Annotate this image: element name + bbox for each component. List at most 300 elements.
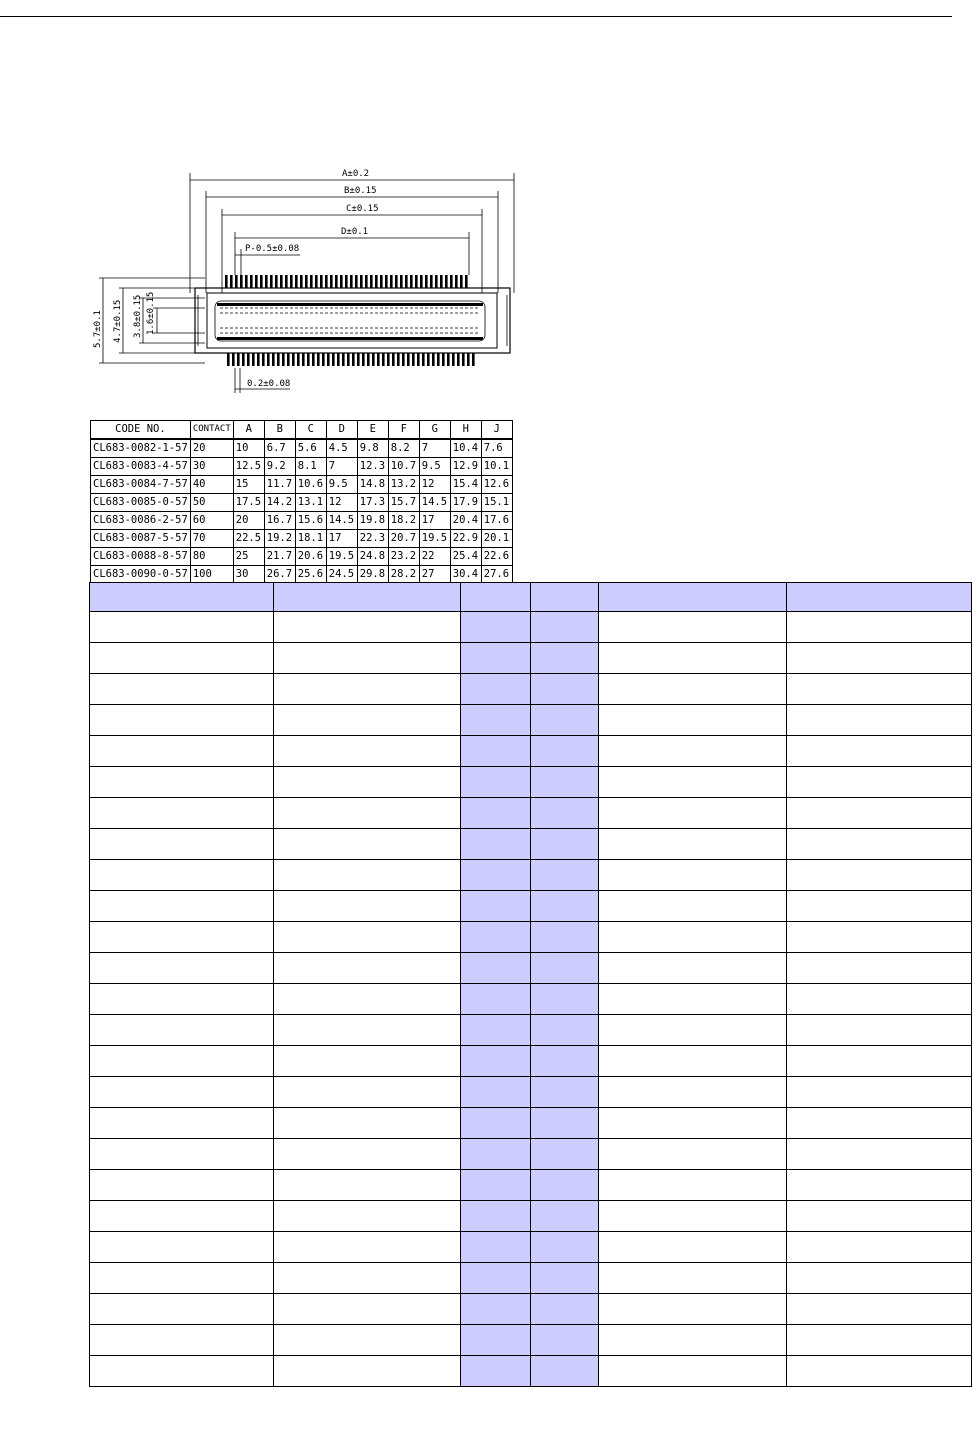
grid-cell: [461, 922, 531, 953]
grid-cell: [461, 674, 531, 705]
spec-cell-value: 5.6: [295, 439, 326, 458]
grid-cell: [90, 674, 274, 705]
grid-cell: [787, 1139, 972, 1170]
spec-cell-value: 14.8: [357, 476, 388, 494]
grid-cell: [274, 1232, 461, 1263]
grid-cell: [531, 891, 599, 922]
spec-cell-value: 28.2: [388, 566, 419, 584]
grid-cell: [787, 643, 972, 674]
grid-cell: [274, 612, 461, 643]
spec-cell-value: 24.8: [357, 548, 388, 566]
grid-cell: [787, 674, 972, 705]
grid-cell: [274, 1108, 461, 1139]
grid-cell: [461, 891, 531, 922]
grid-cell: [531, 1015, 599, 1046]
spec-cell-value: 9.2: [264, 458, 295, 476]
grid-cell: [90, 1232, 274, 1263]
grid-cell: [787, 767, 972, 798]
spec-cell-code: CL683-0085-0-57: [91, 494, 191, 512]
dim-label-b: B±0.15: [344, 186, 377, 196]
spec-cell-value: 70: [190, 530, 233, 548]
spec-cell-value: 19.2: [264, 530, 295, 548]
spec-cell-value: 19.5: [419, 530, 450, 548]
spec-header-code: CODE NO.: [91, 421, 191, 440]
dim-label-a: A±0.2: [342, 169, 370, 179]
grid-cell: [274, 891, 461, 922]
spec-cell-value: 19.5: [326, 548, 357, 566]
spec-cell-value: 20.6: [295, 548, 326, 566]
spec-table-row: [91, 458, 513, 476]
grid-cell: [787, 798, 972, 829]
grid-cell: [599, 583, 787, 612]
grid-cell: [531, 1170, 599, 1201]
spec-cell-value: 14.5: [326, 512, 357, 530]
grid-cell: [461, 1201, 531, 1232]
grid-cell: [599, 953, 787, 984]
spec-cell-value: 7.6: [481, 439, 512, 458]
grid-row: [90, 1356, 972, 1387]
spec-cell-value: 13.1: [295, 494, 326, 512]
grid-cell: [531, 1263, 599, 1294]
dim-label-d: D±0.1: [341, 227, 369, 237]
spec-header-d: D: [326, 421, 357, 440]
spec-header-e: E: [357, 421, 388, 440]
spec-cell-code: CL683-0090-0-57: [91, 566, 191, 584]
grid-cell: [90, 829, 274, 860]
grid-cell: [90, 1356, 274, 1387]
spec-cell-value: 22.9: [450, 530, 481, 548]
spec-cell-value: 8.2: [388, 439, 419, 458]
spec-cell-code: CL683-0083-4-57: [91, 458, 191, 476]
spec-header-a: A: [233, 421, 264, 440]
grid-row: [90, 674, 972, 705]
spec-header-b: B: [264, 421, 295, 440]
grid-cell: [531, 829, 599, 860]
spec-cell-value: 10: [233, 439, 264, 458]
grid-cell: [599, 829, 787, 860]
grid-cell: [531, 922, 599, 953]
grid-cell: [90, 1263, 274, 1294]
grid-cell: [90, 798, 274, 829]
grid-cell: [461, 1139, 531, 1170]
grid-cell: [531, 583, 599, 612]
spec-cell-value: 17.3: [357, 494, 388, 512]
grid-row: [90, 1263, 972, 1294]
spec-cell-code: CL683-0084-7-57: [91, 476, 191, 494]
grid-row: [90, 829, 972, 860]
grid-cell: [461, 1325, 531, 1356]
spec-cell-value: 9.8: [357, 439, 388, 458]
grid-cell: [787, 1263, 972, 1294]
grid-cell: [599, 674, 787, 705]
blank-grid-table: [89, 582, 972, 1387]
spec-cell-value: 20.1: [481, 530, 512, 548]
grid-cell: [274, 643, 461, 674]
grid-row: [90, 1139, 972, 1170]
grid-cell: [90, 1325, 274, 1356]
grid-cell: [461, 612, 531, 643]
dim-label-height-mid: 4.7±0.15: [113, 299, 123, 343]
grid-cell: [274, 1356, 461, 1387]
spec-cell-value: 12: [326, 494, 357, 512]
grid-cell: [787, 705, 972, 736]
grid-cell: [274, 1294, 461, 1325]
spec-header-f: F: [388, 421, 419, 440]
grid-cell: [531, 612, 599, 643]
grid-cell: [90, 705, 274, 736]
grid-cell: [274, 674, 461, 705]
grid-cell: [274, 767, 461, 798]
grid-cell: [787, 1294, 972, 1325]
spec-cell-value: 12.5: [233, 458, 264, 476]
grid-cell: [461, 705, 531, 736]
grid-row: [90, 984, 972, 1015]
grid-cell: [531, 953, 599, 984]
spec-table-row: [91, 439, 513, 458]
spec-cell-value: 17: [326, 530, 357, 548]
grid-cell: [274, 705, 461, 736]
dim-label-bottom: 0.2±0.08: [247, 379, 291, 389]
spec-header-j: J: [481, 421, 512, 440]
grid-cell: [599, 984, 787, 1015]
blank-grid-body: [90, 583, 972, 1387]
grid-cell: [599, 1139, 787, 1170]
grid-cell: [274, 922, 461, 953]
grid-cell: [274, 860, 461, 891]
spec-cell-value: 27.6: [481, 566, 512, 584]
spec-cell-value: 8.1: [295, 458, 326, 476]
grid-row: [90, 767, 972, 798]
spec-table-row: [91, 566, 513, 584]
grid-cell: [274, 1201, 461, 1232]
spec-cell-value: 30: [233, 566, 264, 584]
dim-label-height-inner: 3.8±0.15: [133, 294, 143, 338]
grid-cell: [461, 1015, 531, 1046]
grid-row: [90, 922, 972, 953]
grid-cell: [90, 953, 274, 984]
grid-cell: [599, 705, 787, 736]
spec-cell-value: 18.1: [295, 530, 326, 548]
grid-cell: [461, 860, 531, 891]
grid-row: [90, 643, 972, 674]
spec-cell-value: 25.4: [450, 548, 481, 566]
grid-cell: [531, 1325, 599, 1356]
grid-cell: [461, 767, 531, 798]
grid-cell: [787, 829, 972, 860]
grid-cell: [274, 1139, 461, 1170]
spec-cell-value: 9.5: [326, 476, 357, 494]
grid-row: [90, 1170, 972, 1201]
spec-cell-value: 10.6: [295, 476, 326, 494]
spec-cell-value: 30: [190, 458, 233, 476]
grid-cell: [531, 1232, 599, 1263]
grid-cell: [461, 798, 531, 829]
grid-cell: [599, 612, 787, 643]
grid-cell: [531, 1108, 599, 1139]
dim-label-height-slot: 1.6±0.15: [146, 291, 156, 335]
grid-cell: [531, 1139, 599, 1170]
spec-cell-value: 18.2: [388, 512, 419, 530]
grid-cell: [461, 583, 531, 612]
spec-cell-value: 27: [419, 566, 450, 584]
grid-row: [90, 1325, 972, 1356]
grid-cell: [599, 1356, 787, 1387]
grid-cell: [461, 1170, 531, 1201]
grid-cell: [599, 860, 787, 891]
grid-cell: [599, 1015, 787, 1046]
grid-cell: [599, 736, 787, 767]
spec-cell-value: 22.3: [357, 530, 388, 548]
spec-cell-code: CL683-0088-8-57: [91, 548, 191, 566]
spec-cell-value: 29.8: [357, 566, 388, 584]
dim-label-pitch: P-0.5±0.08: [245, 244, 300, 254]
spec-cell-value: 9.5: [419, 458, 450, 476]
grid-cell: [599, 1108, 787, 1139]
spec-header-contact: CONTACT: [190, 421, 233, 440]
grid-cell: [787, 891, 972, 922]
grid-cell: [274, 953, 461, 984]
grid-cell: [787, 953, 972, 984]
grid-cell: [531, 1046, 599, 1077]
grid-cell: [531, 767, 599, 798]
grid-cell: [599, 1201, 787, 1232]
grid-cell: [787, 1232, 972, 1263]
spec-cell-value: 26.7: [264, 566, 295, 584]
spec-table-body: [91, 439, 513, 602]
spec-table-header-row: [91, 421, 513, 440]
grid-cell: [461, 1356, 531, 1387]
grid-cell: [274, 736, 461, 767]
grid-row: [90, 1046, 972, 1077]
spec-table-row: [91, 530, 513, 548]
dim-label-c: C±0.15: [346, 204, 379, 214]
spec-cell-value: 11.7: [264, 476, 295, 494]
spec-table-row: [91, 476, 513, 494]
grid-cell: [274, 829, 461, 860]
grid-cell: [461, 953, 531, 984]
grid-cell: [274, 984, 461, 1015]
grid-cell: [90, 1139, 274, 1170]
grid-cell: [274, 1015, 461, 1046]
grid-cell: [90, 767, 274, 798]
grid-cell: [599, 643, 787, 674]
grid-cell: [599, 1170, 787, 1201]
spec-cell-value: 17.5: [233, 494, 264, 512]
spec-cell-value: 20.7: [388, 530, 419, 548]
grid-cell: [90, 643, 274, 674]
grid-cell: [531, 860, 599, 891]
spec-cell-value: 60: [190, 512, 233, 530]
spec-cell-value: 30.4: [450, 566, 481, 584]
spec-cell-value: 100: [190, 566, 233, 584]
grid-row: [90, 705, 972, 736]
spec-cell-value: 10.1: [481, 458, 512, 476]
grid-cell: [531, 1356, 599, 1387]
spec-cell-value: 22: [419, 548, 450, 566]
grid-cell: [274, 1046, 461, 1077]
grid-row: [90, 1232, 972, 1263]
grid-cell: [787, 1201, 972, 1232]
spec-cell-value: 20.4: [450, 512, 481, 530]
spec-cell-value: 17.6: [481, 512, 512, 530]
grid-row: [90, 1108, 972, 1139]
grid-cell: [531, 674, 599, 705]
spec-table: [90, 420, 513, 602]
grid-cell: [461, 1263, 531, 1294]
spec-cell-value: 4.5: [326, 439, 357, 458]
grid-cell: [461, 736, 531, 767]
spec-cell-value: 14.5: [419, 494, 450, 512]
spec-cell-code: CL683-0086-2-57: [91, 512, 191, 530]
grid-cell: [599, 1263, 787, 1294]
grid-cell: [599, 1232, 787, 1263]
spec-header-g: G: [419, 421, 450, 440]
spec-cell-value: 16.7: [264, 512, 295, 530]
grid-cell: [90, 891, 274, 922]
grid-row: [90, 1201, 972, 1232]
grid-cell: [599, 798, 787, 829]
grid-cell: [90, 583, 274, 612]
grid-cell: [461, 1108, 531, 1139]
spec-cell-code: CL683-0082-1-57: [91, 439, 191, 458]
grid-cell: [787, 612, 972, 643]
connector-drawing: [95, 163, 525, 403]
grid-cell: [599, 1046, 787, 1077]
spec-cell-value: 20: [190, 439, 233, 458]
grid-cell: [274, 798, 461, 829]
grid-cell: [599, 1077, 787, 1108]
grid-cell: [531, 736, 599, 767]
grid-cell: [90, 984, 274, 1015]
grid-cell: [787, 583, 972, 612]
grid-cell: [90, 736, 274, 767]
grid-cell: [274, 1077, 461, 1108]
grid-cell: [599, 922, 787, 953]
grid-cell: [599, 1325, 787, 1356]
spec-cell-value: 15.6: [295, 512, 326, 530]
grid-cell: [787, 984, 972, 1015]
grid-row: [90, 1077, 972, 1108]
grid-cell: [531, 1201, 599, 1232]
grid-cell: [461, 1232, 531, 1263]
grid-cell: [787, 1170, 972, 1201]
grid-row: [90, 612, 972, 643]
grid-row: [90, 891, 972, 922]
grid-row: [90, 953, 972, 984]
spec-table-row: [91, 494, 513, 512]
grid-cell: [274, 1325, 461, 1356]
grid-cell: [787, 1046, 972, 1077]
spec-cell-value: 19.8: [357, 512, 388, 530]
grid-cell: [599, 767, 787, 798]
spec-header-c: C: [295, 421, 326, 440]
spec-cell-value: 50: [190, 494, 233, 512]
grid-cell: [531, 643, 599, 674]
spec-cell-value: 15: [233, 476, 264, 494]
grid-cell: [274, 583, 461, 612]
spec-cell-value: 7: [419, 439, 450, 458]
grid-cell: [531, 798, 599, 829]
spec-cell-value: 23.2: [388, 548, 419, 566]
spec-cell-value: 10.4: [450, 439, 481, 458]
grid-cell: [787, 860, 972, 891]
grid-cell: [90, 1046, 274, 1077]
spec-cell-value: 20: [233, 512, 264, 530]
grid-header-row: [90, 583, 972, 612]
spec-cell-value: 80: [190, 548, 233, 566]
spec-cell-value: 17.9: [450, 494, 481, 512]
grid-cell: [461, 1294, 531, 1325]
grid-row: [90, 860, 972, 891]
spec-cell-value: 14.2: [264, 494, 295, 512]
spec-cell-value: 22.6: [481, 548, 512, 566]
spec-cell-value: 7: [326, 458, 357, 476]
grid-cell: [787, 736, 972, 767]
grid-cell: [531, 705, 599, 736]
grid-row: [90, 798, 972, 829]
grid-cell: [461, 829, 531, 860]
grid-cell: [599, 1294, 787, 1325]
grid-cell: [787, 1356, 972, 1387]
spec-cell-value: 15.1: [481, 494, 512, 512]
grid-row: [90, 736, 972, 767]
grid-cell: [90, 1201, 274, 1232]
spec-cell-code: CL683-0087-5-57: [91, 530, 191, 548]
grid-cell: [531, 984, 599, 1015]
spec-cell-value: 10.7: [388, 458, 419, 476]
grid-cell: [90, 1077, 274, 1108]
spec-cell-value: 15.7: [388, 494, 419, 512]
grid-cell: [787, 1015, 972, 1046]
grid-cell: [274, 1170, 461, 1201]
grid-cell: [599, 891, 787, 922]
spec-cell-value: 25.6: [295, 566, 326, 584]
grid-cell: [787, 1108, 972, 1139]
grid-cell: [461, 1046, 531, 1077]
grid-cell: [90, 860, 274, 891]
grid-cell: [461, 984, 531, 1015]
grid-cell: [531, 1294, 599, 1325]
spec-cell-value: 15.4: [450, 476, 481, 494]
grid-cell: [90, 922, 274, 953]
grid-cell: [90, 1294, 274, 1325]
grid-cell: [787, 1325, 972, 1356]
spec-cell-value: 25: [233, 548, 264, 566]
spec-cell-value: 12.9: [450, 458, 481, 476]
grid-cell: [90, 1170, 274, 1201]
grid-cell: [787, 1077, 972, 1108]
spec-cell-value: 21.7: [264, 548, 295, 566]
grid-cell: [274, 1263, 461, 1294]
grid-cell: [90, 612, 274, 643]
grid-cell: [787, 922, 972, 953]
spec-cell-value: 6.7: [264, 439, 295, 458]
spec-cell-value: 17: [419, 512, 450, 530]
spec-cell-value: 12.3: [357, 458, 388, 476]
spec-cell-value: 12: [419, 476, 450, 494]
spec-cell-value: 22.5: [233, 530, 264, 548]
grid-row: [90, 1015, 972, 1046]
grid-cell: [461, 1077, 531, 1108]
spec-cell-value: 12.6: [481, 476, 512, 494]
grid-cell: [461, 643, 531, 674]
spec-table-row: [91, 512, 513, 530]
grid-cell: [90, 1108, 274, 1139]
spec-header-h: H: [450, 421, 481, 440]
spec-cell-value: 24.5: [326, 566, 357, 584]
spec-cell-value: 13.2: [388, 476, 419, 494]
spec-table-row: [91, 548, 513, 566]
